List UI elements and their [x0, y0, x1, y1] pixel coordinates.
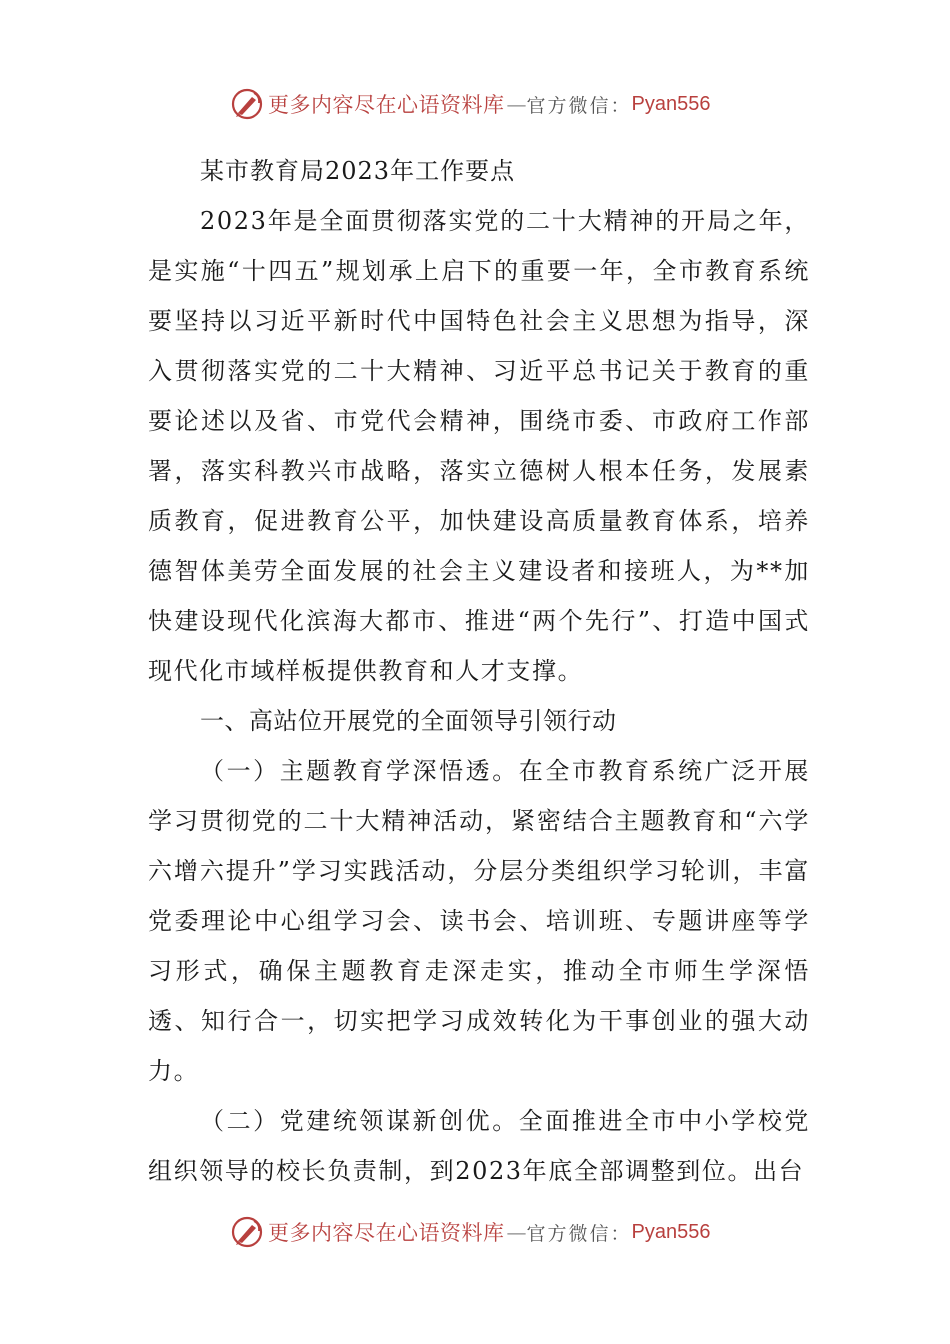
- document-title: 某市教育局2023年工作要点: [200, 157, 516, 185]
- watermark-dash: —: [506, 1220, 527, 1244]
- watermark-wechat-id: Pyan556: [631, 1220, 711, 1243]
- watermark-dash: —: [506, 92, 527, 116]
- intro-paragraph: 2023年是全面贯彻落实党的二十大精神的开局之年，是实施“十四五”规划承上启下的重要一年，全市教育系统要坚持以习近平新时代中国特色社会主义思想为指导，深入贯彻落实党的二十大精神、习近平总书记关于教育的重要论述以及省、市党代会精神，围绕市委、市政府工作部署，落实科教兴市战略，落实立德树人根本任务，发展素质教育，促进教育公平，加快建设高质量教育体系，培养德智体美劳全面发展的社会主义建设者和接班人，为**加快建设现代化滨海大都市、推进“两个先行”、打造中国式现代化市域样板提供教育和人才支撑。: [148, 207, 810, 685]
- document-body: [148, 146, 810, 1196]
- subsection-paragraph: （二）党建统领谋新创优。全面推进全市中小学校党组织领导的校长负责制，到2023年底全部调整到位。出台: [148, 1107, 810, 1185]
- watermark-wechat-label: 官方微信：: [526, 1222, 632, 1245]
- watermark-wechat-id: Pyan556: [631, 92, 711, 115]
- watermark-main-text: 更多内容尽在心语资料库: [268, 1221, 505, 1245]
- pen-circle-logo-icon: [230, 87, 264, 121]
- watermark-main-text: 更多内容尽在心语资料库: [268, 93, 505, 117]
- header-watermark: [230, 84, 710, 124]
- section-heading: 一、高站位开展党的全面领导引领行动: [200, 707, 617, 735]
- pen-circle-logo-icon: [230, 1215, 264, 1249]
- watermark-wechat-label: 官方微信：: [526, 94, 632, 117]
- subsection-paragraph: （一）主题教育学深悟透。在全市教育系统广泛开展学习贯彻党的二十大精神活动，紧密结合主题教育和“六学六增六提升”学习实践活动，分层分类组织学习轮训，丰富党委理论中心组学习会、读书会、培训班、专题讲座等学习形式，确保主题教育走深走实，推动全市师生学深悟透、知行合一，切实把学习成效转化为干事创业的强大动力。: [148, 757, 810, 1085]
- footer-watermark: [230, 1212, 710, 1252]
